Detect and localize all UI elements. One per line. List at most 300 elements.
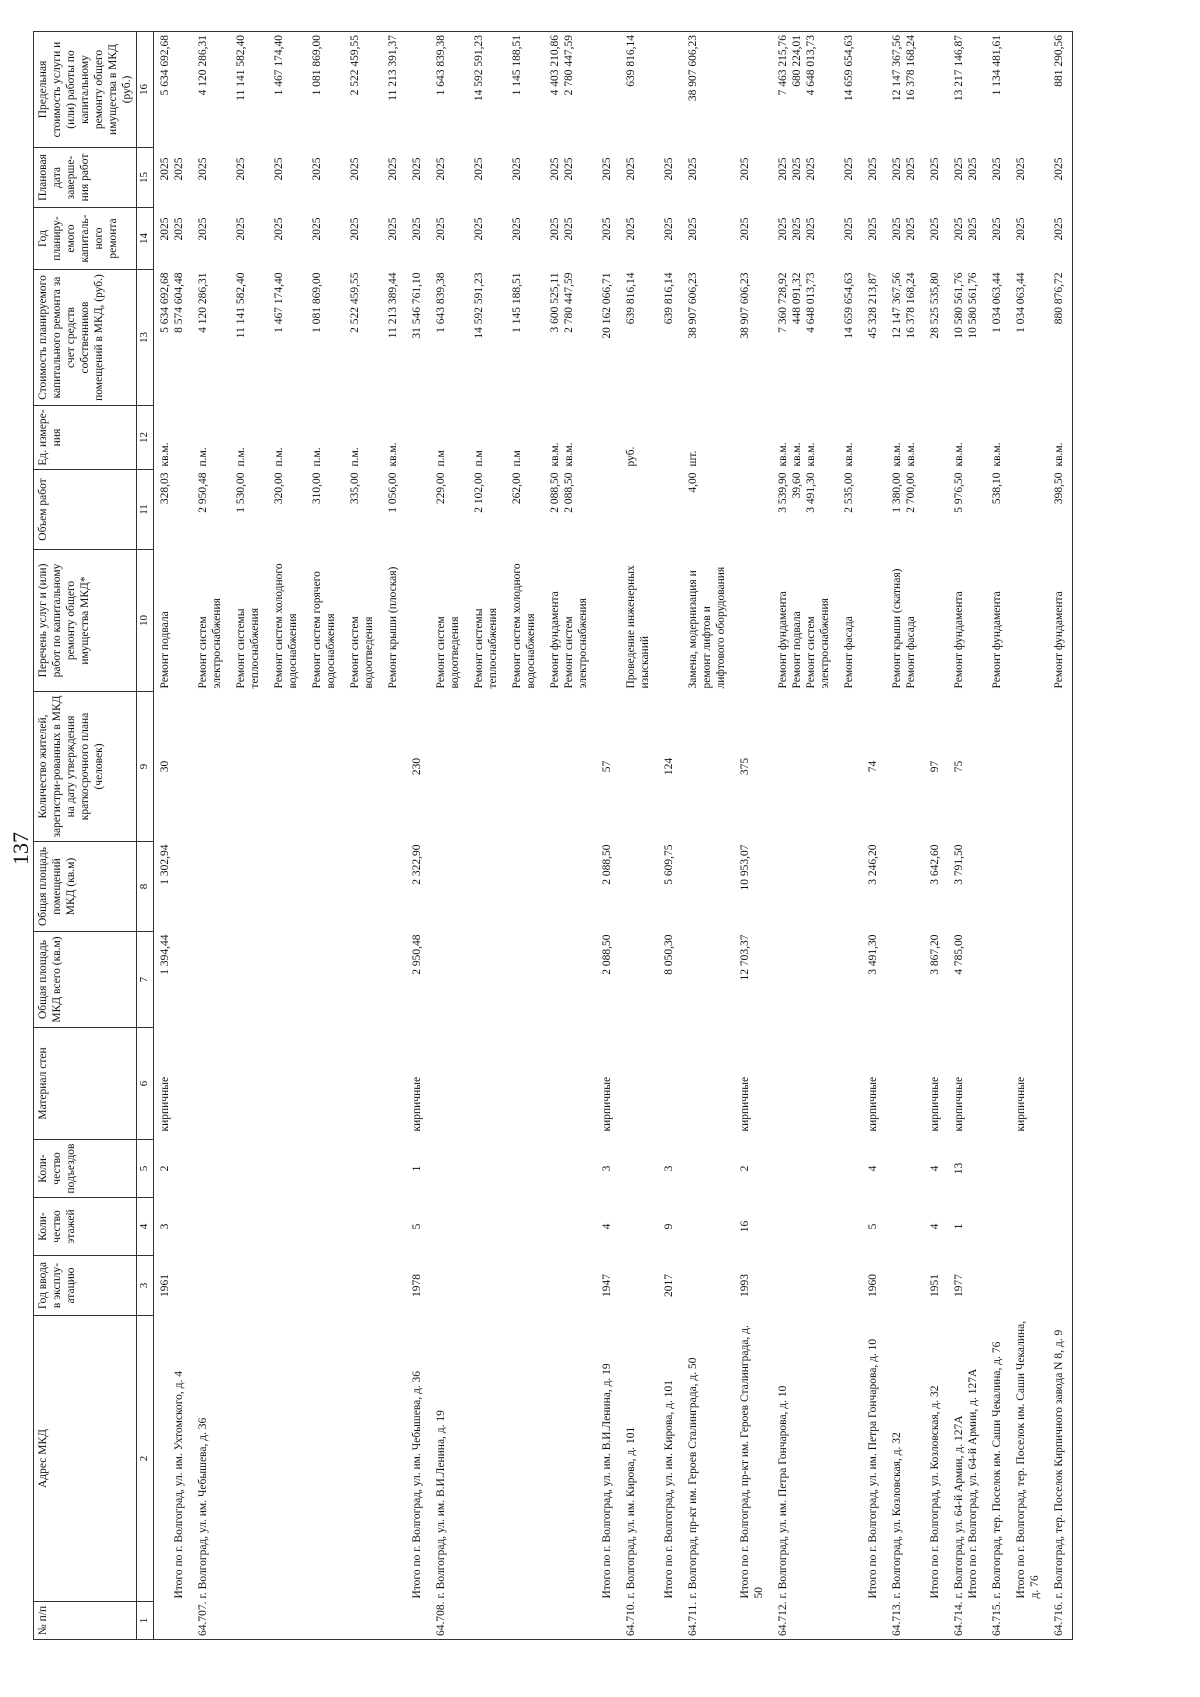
unit-line: п.м — [472, 450, 485, 467]
completion-date-line: 2025 — [158, 157, 171, 181]
total-area-cell — [886, 932, 924, 1028]
planned-cost-line: 28 525 535,80 — [929, 272, 942, 339]
floors-cell — [506, 1198, 544, 1256]
work-type-cell — [506, 550, 544, 692]
unit-cell — [924, 406, 948, 470]
row-number-cell — [406, 1602, 430, 1640]
row-number-cell — [268, 1602, 306, 1640]
premises-area-cell — [1048, 842, 1073, 932]
planned-cost-cell — [1048, 270, 1073, 406]
row-number-cell — [924, 1602, 948, 1640]
entrances-cell — [306, 1140, 344, 1198]
max-cost-line: 639 816,14 — [624, 35, 637, 87]
unit-cell — [230, 406, 268, 470]
address-cell — [682, 1316, 734, 1602]
max-cost-line — [410, 35, 424, 145]
entrances-cell — [192, 1140, 230, 1198]
completion-date-line: 2025 — [805, 157, 818, 181]
max-cost-line: 1 134 481,61 — [991, 35, 1004, 96]
work-volume-line: 3 491,30 — [805, 472, 818, 513]
residents-cell — [544, 692, 596, 842]
work-type-line: Ремонт системы теплоснабжения — [472, 608, 499, 689]
total-area-cell: 8 050,30 — [662, 934, 675, 975]
repair-year-line: 2025 — [600, 217, 613, 241]
repair-year-line: 2025 — [867, 217, 880, 241]
work-volume-cell — [344, 470, 382, 550]
row-number-cell — [506, 1602, 544, 1640]
total-area-cell: 2 088,50 — [600, 934, 613, 975]
repair-year-cell — [772, 208, 838, 270]
column-header: Предельная стоимость услуги и (или) работы по капитальному ремонту общего имущества в МКД (руб.) — [34, 32, 137, 148]
row-number-cell: 64.714. — [953, 1601, 966, 1636]
planned-cost-cell — [948, 270, 986, 406]
wall-material-cell — [230, 1028, 268, 1140]
repair-year-line: 2025 — [905, 217, 918, 241]
entrances-cell — [230, 1140, 268, 1198]
repair-year-line: 2025 — [686, 217, 699, 241]
column-number: 14 — [137, 208, 153, 270]
repair-year-cell — [986, 208, 1010, 270]
premises-area-cell — [682, 842, 734, 932]
residents-cell: 75 — [953, 760, 966, 773]
planned-cost-line: 7 360 728,92 — [777, 272, 790, 333]
repair-year-line: 2025 — [967, 217, 980, 241]
planned-cost-cell — [468, 270, 506, 406]
commission-year-cell: 1951 — [929, 1274, 942, 1297]
address-line: Итого по г. Волгоград, ул. им. Кирова, д. 101 — [662, 1379, 675, 1599]
wall-material-cell — [506, 1028, 544, 1140]
work-volume-cell — [886, 470, 924, 550]
planned-cost-cell — [153, 270, 192, 406]
max-cost-cell — [862, 32, 886, 148]
wall-material-cell — [268, 1028, 306, 1140]
commission-year-cell — [1010, 1256, 1048, 1316]
max-cost-line: 4 648 013,73 — [805, 35, 818, 96]
completion-date-line: 2025 — [1015, 157, 1028, 181]
repair-year-line: 2025 — [234, 217, 247, 241]
repair-year-line: 2025 — [891, 217, 904, 241]
planned-cost-cell — [658, 270, 682, 406]
work-volume-line: 538,10 — [991, 472, 1004, 505]
residents-cell — [230, 692, 268, 842]
completion-date-cell — [658, 148, 682, 208]
repair-year-line: 2025 — [562, 217, 575, 241]
work-type-line: Ремонт фундамента — [1053, 591, 1066, 689]
work-volume-cell — [268, 470, 306, 550]
completion-date-cell — [230, 148, 268, 208]
address-cell — [382, 1316, 406, 1602]
premises-area-cell — [192, 842, 230, 932]
completion-date-cell — [862, 148, 886, 208]
address-cell — [620, 1316, 658, 1602]
column-header: Год планиру-емого капиталь-ного ремонта — [34, 208, 137, 270]
completion-date-line: 2025 — [472, 157, 485, 181]
planned-cost-line: 45 328 213,87 — [867, 272, 880, 339]
completion-date-line: 2025 — [310, 157, 323, 181]
completion-date-cell — [986, 148, 1010, 208]
planned-cost-cell — [382, 270, 406, 406]
floors-cell — [1010, 1198, 1048, 1256]
unit-cell — [1048, 406, 1073, 470]
max-cost-line: 14 592 591,23 — [472, 35, 485, 102]
table-row — [620, 32, 658, 1640]
entrances-cell: 2 — [158, 1165, 171, 1172]
unit-cell — [1010, 406, 1048, 470]
row-number-cell — [596, 1602, 620, 1640]
repair-year-line: 2025 — [272, 217, 285, 241]
residents-cell — [1048, 692, 1073, 842]
max-cost-cell — [1048, 32, 1073, 148]
repair-year-cell — [153, 208, 192, 270]
unit-line — [662, 409, 676, 467]
planned-cost-line: 16 378 168,24 — [905, 272, 918, 339]
entrances-cell — [430, 1140, 468, 1198]
table-row — [506, 32, 544, 1640]
work-type-line: Ремонт систем горячего водоснабжения — [310, 571, 337, 689]
wall-material-cell — [306, 1028, 344, 1140]
completion-date-cell — [544, 148, 596, 208]
completion-date-line: 2025 — [410, 157, 423, 181]
planned-cost-cell — [544, 270, 596, 406]
commission-year-cell: 2017 — [662, 1274, 675, 1297]
premises-area-cell: 5 609,75 — [662, 844, 675, 885]
planned-cost-cell — [682, 270, 734, 406]
work-type-line: Ремонт систем водоотведения — [434, 616, 461, 689]
repair-year-cell — [734, 208, 772, 270]
premises-area-cell — [838, 842, 862, 932]
unit-line — [600, 409, 614, 467]
residents-cell — [382, 692, 406, 842]
work-volume-cell — [430, 470, 468, 550]
total-area-cell: 1 394,44 — [158, 934, 171, 975]
repair-year-line: 2025 — [929, 217, 942, 241]
table-row — [886, 32, 924, 1640]
floors-cell: 3 — [158, 1223, 171, 1230]
repair-year-cell — [430, 208, 468, 270]
unit-line: кв.м. — [777, 442, 790, 467]
work-type-line: Ремонт крыши (скатная) — [891, 568, 904, 689]
work-type-line: Ремонт фундамента — [777, 591, 790, 689]
unit-cell — [658, 406, 682, 470]
table-body — [153, 32, 1073, 1640]
work-volume-cell — [682, 470, 734, 550]
commission-year-cell — [306, 1256, 344, 1316]
planned-cost-cell — [734, 270, 772, 406]
repair-year-cell — [1010, 208, 1048, 270]
address-cell — [344, 1316, 382, 1602]
work-volume-line — [600, 473, 614, 547]
work-volume-cell — [306, 470, 344, 550]
floors-cell — [620, 1198, 658, 1256]
commission-year-cell — [344, 1256, 382, 1316]
work-volume-cell — [506, 470, 544, 550]
unit-line: кв.м. — [805, 442, 818, 467]
address-line: г. Волгоград, тер. Поселок Кирпичного завода N 8, д. 9 — [1053, 1329, 1066, 1599]
max-cost-cell — [658, 32, 682, 148]
work-volume-line: 2 088,50 — [548, 472, 561, 513]
row-number-cell — [544, 1602, 596, 1640]
planned-cost-cell — [506, 270, 544, 406]
floors-cell: 9 — [662, 1223, 675, 1230]
row-number-cell — [153, 1602, 192, 1640]
total-area-cell — [430, 932, 468, 1028]
wall-material-cell: кирпичные — [158, 1076, 171, 1132]
work-type-line: Ремонт подвала — [791, 611, 804, 689]
work-volume-cell — [406, 470, 430, 550]
residents-cell — [344, 692, 382, 842]
completion-date-cell — [430, 148, 468, 208]
work-type-cell — [772, 550, 838, 692]
planned-cost-line: 1 467 174,40 — [272, 272, 285, 333]
max-cost-line — [600, 35, 614, 145]
residents-cell — [306, 692, 344, 842]
address-cell — [886, 1316, 924, 1602]
work-type-line — [410, 553, 424, 689]
max-cost-cell — [734, 32, 772, 148]
repair-plan-table — [33, 31, 1073, 1640]
planned-cost-cell — [596, 270, 620, 406]
address-cell — [406, 1316, 430, 1602]
work-type-cell — [886, 550, 924, 692]
repair-year-cell — [506, 208, 544, 270]
premises-area-cell — [344, 842, 382, 932]
work-volume-line: 328,03 — [158, 472, 171, 505]
table-row — [153, 32, 192, 1640]
planned-cost-cell — [230, 270, 268, 406]
completion-date-cell — [772, 148, 838, 208]
work-volume-line: 2 088,50 — [562, 472, 575, 513]
premises-area-cell — [986, 842, 1010, 932]
column-number: 10 — [137, 550, 153, 692]
work-type-line: Ремонт систем электроснабжения — [805, 598, 832, 689]
work-volume-line — [624, 473, 638, 547]
work-type-cell — [862, 550, 886, 692]
max-cost-line: 4 120 286,31 — [196, 35, 209, 96]
unit-line: кв.м. — [548, 442, 561, 467]
address-cell — [948, 1316, 986, 1602]
column-header: Количество жителей, зарегистри-рованных в МКД на дату утверждения краткосрочного плана (человек) — [34, 692, 137, 842]
work-volume-cell — [192, 470, 230, 550]
completion-date-line: 2025 — [991, 157, 1004, 181]
repair-year-cell — [886, 208, 924, 270]
unit-cell — [430, 406, 468, 470]
work-volume-line: 398,50 — [1053, 472, 1066, 505]
column-number: 3 — [137, 1256, 153, 1316]
completion-date-line: 2025 — [953, 157, 966, 181]
planned-cost-cell — [986, 270, 1010, 406]
work-volume-line: 5 976,50 — [953, 472, 966, 513]
work-volume-cell — [596, 470, 620, 550]
premises-area-cell: 3 642,60 — [929, 844, 942, 885]
row-number-cell — [344, 1602, 382, 1640]
work-volume-cell — [382, 470, 406, 550]
work-volume-cell — [1010, 470, 1048, 550]
address-line: Итого по г. Волгоград, ул. им. В.И.Ленина, д. 19 — [600, 1363, 613, 1599]
address-line: г. Волгоград, тер. Поселок им. Саши Чекалина, д. 76 — [991, 1341, 1004, 1599]
residents-cell — [886, 692, 924, 842]
total-area-cell — [306, 932, 344, 1028]
total-area-cell: 2 950,48 — [410, 934, 423, 975]
address-cell — [153, 1316, 192, 1602]
address-cell — [986, 1316, 1010, 1602]
max-cost-line — [662, 35, 676, 145]
column-header: Ед. измере-ния — [34, 406, 137, 470]
work-type-cell — [924, 550, 948, 692]
wall-material-cell — [544, 1028, 596, 1140]
planned-cost-line: 2 780 447,59 — [562, 272, 575, 333]
wall-material-cell — [1048, 1028, 1073, 1140]
column-number: 13 — [137, 270, 153, 406]
column-header: Общая площадь МКД всего (кв.м) — [34, 932, 137, 1028]
planned-cost-cell — [924, 270, 948, 406]
planned-cost-cell — [406, 270, 430, 406]
repair-year-cell — [344, 208, 382, 270]
address-cell — [306, 1316, 344, 1602]
completion-date-line: 2025 — [172, 157, 185, 181]
address-cell — [1010, 1316, 1048, 1602]
work-volume-line — [662, 473, 676, 547]
entrances-cell — [544, 1140, 596, 1198]
work-type-cell — [658, 550, 682, 692]
column-header: Год ввода в эксплу-атацию — [34, 1256, 137, 1316]
residents-cell: 57 — [600, 760, 613, 773]
repair-year-line: 2025 — [843, 217, 856, 241]
wall-material-cell — [430, 1028, 468, 1140]
work-volume-cell — [772, 470, 838, 550]
address-line — [548, 1319, 562, 1599]
work-type-cell — [468, 550, 506, 692]
column-number: 4 — [137, 1198, 153, 1256]
entrances-cell: 2 — [738, 1165, 751, 1172]
completion-date-cell — [924, 148, 948, 208]
max-cost-line: 1 467 174,40 — [272, 35, 285, 96]
completion-date-cell — [382, 148, 406, 208]
work-type-cell — [306, 550, 344, 692]
floors-cell — [192, 1198, 230, 1256]
completion-date-cell — [682, 148, 734, 208]
column-number: 2 — [137, 1316, 153, 1602]
address-line: Итого по г. Волгоград, тер. Поселок им. Саши Чекалина, д. 76 — [1015, 1320, 1042, 1599]
table-row — [1048, 32, 1073, 1640]
commission-year-cell: 1961 — [158, 1274, 171, 1297]
planned-cost-cell — [306, 270, 344, 406]
planned-cost-line: 4 120 286,31 — [196, 272, 209, 333]
unit-cell — [544, 406, 596, 470]
max-cost-line: 1 145 188,51 — [510, 35, 523, 96]
work-volume-line: 2 535,00 — [843, 472, 856, 513]
work-type-cell — [230, 550, 268, 692]
completion-date-cell — [596, 148, 620, 208]
total-area-cell — [268, 932, 306, 1028]
commission-year-cell — [772, 1256, 838, 1316]
planned-cost-line: 38 907 606,23 — [686, 272, 699, 339]
residents-cell: 30 — [158, 760, 171, 773]
column-number: 6 — [137, 1028, 153, 1140]
repair-year-line: 2025 — [310, 217, 323, 241]
planned-cost-cell — [192, 270, 230, 406]
entrances-cell — [1048, 1140, 1073, 1198]
unit-line: кв.м. — [843, 442, 856, 467]
work-type-line: Ремонт фундамента — [953, 591, 966, 689]
floors-cell — [306, 1198, 344, 1256]
residents-cell — [468, 692, 506, 842]
premises-area-cell — [306, 842, 344, 932]
floors-cell — [344, 1198, 382, 1256]
table-row — [382, 32, 406, 1640]
repair-year-line: 2025 — [777, 217, 790, 241]
row-number-cell — [230, 1602, 268, 1640]
floors-cell — [382, 1198, 406, 1256]
address-line: г. Волгоград, ул. 64-й Армии, д. 127А — [953, 1415, 966, 1599]
total-area-cell — [344, 932, 382, 1028]
unit-cell — [948, 406, 986, 470]
max-cost-cell — [886, 32, 924, 148]
repair-year-line: 2025 — [791, 217, 804, 241]
work-volume-cell — [924, 470, 948, 550]
max-cost-cell — [772, 32, 838, 148]
column-number: 1 — [137, 1602, 153, 1640]
max-cost-line: 4 403 210,86 — [548, 35, 561, 96]
work-type-line — [662, 553, 676, 689]
address-line: г. Волгоград, ул. им. В.И.Ленина, д. 19 — [434, 1410, 447, 1599]
residents-cell: 230 — [410, 757, 423, 776]
completion-date-cell — [1010, 148, 1048, 208]
table-row — [772, 32, 838, 1640]
address-cell — [192, 1316, 230, 1602]
max-cost-cell — [620, 32, 658, 148]
column-number: 11 — [137, 470, 153, 550]
row-number-cell: 64.710. — [624, 1601, 637, 1636]
completion-date-line: 2025 — [929, 157, 942, 181]
max-cost-line — [1014, 35, 1028, 145]
address-line: г. Волгоград, ул. им. Чебышева, д. 36 — [196, 1417, 209, 1599]
address-line: Итого по г. Волгоград, ул. им. Чебышева, д. 36 — [410, 1370, 423, 1599]
unit-line — [410, 409, 424, 467]
repair-year-line: 2025 — [805, 217, 818, 241]
table-row — [544, 32, 596, 1640]
max-cost-cell — [306, 32, 344, 148]
work-type-line: Ремонт фундамента — [991, 591, 1004, 689]
table-row — [924, 32, 948, 1640]
row-number-cell: 64.708. — [434, 1601, 447, 1636]
commission-year-cell — [1048, 1256, 1073, 1316]
address-line — [472, 1319, 486, 1599]
address-cell — [506, 1316, 544, 1602]
entrances-cell: 1 — [410, 1165, 423, 1172]
premises-area-cell: 2 088,50 — [600, 844, 613, 885]
row-number-cell — [838, 1602, 862, 1640]
completion-date-line: 2025 — [562, 157, 575, 181]
column-number: 16 — [137, 32, 153, 148]
entrances-cell — [268, 1140, 306, 1198]
total-area-cell — [620, 932, 658, 1028]
work-volume-line: 320,00 — [272, 472, 285, 505]
planned-cost-cell — [430, 270, 468, 406]
column-header: Материал стен — [34, 1028, 137, 1140]
unit-line: кв.м. — [1053, 442, 1066, 467]
completion-date-cell — [886, 148, 924, 208]
completion-date-line: 2025 — [196, 157, 209, 181]
planned-cost-line: 10 580 561,76 — [953, 272, 966, 339]
work-volume-line: 4,00 — [686, 472, 699, 493]
address-cell — [1048, 1316, 1073, 1602]
repair-year-cell — [230, 208, 268, 270]
premises-area-cell — [772, 842, 838, 932]
residents-cell — [192, 692, 230, 842]
unit-line: кв.м. — [562, 442, 575, 467]
max-cost-line — [866, 35, 880, 145]
work-volume-cell — [620, 470, 658, 550]
